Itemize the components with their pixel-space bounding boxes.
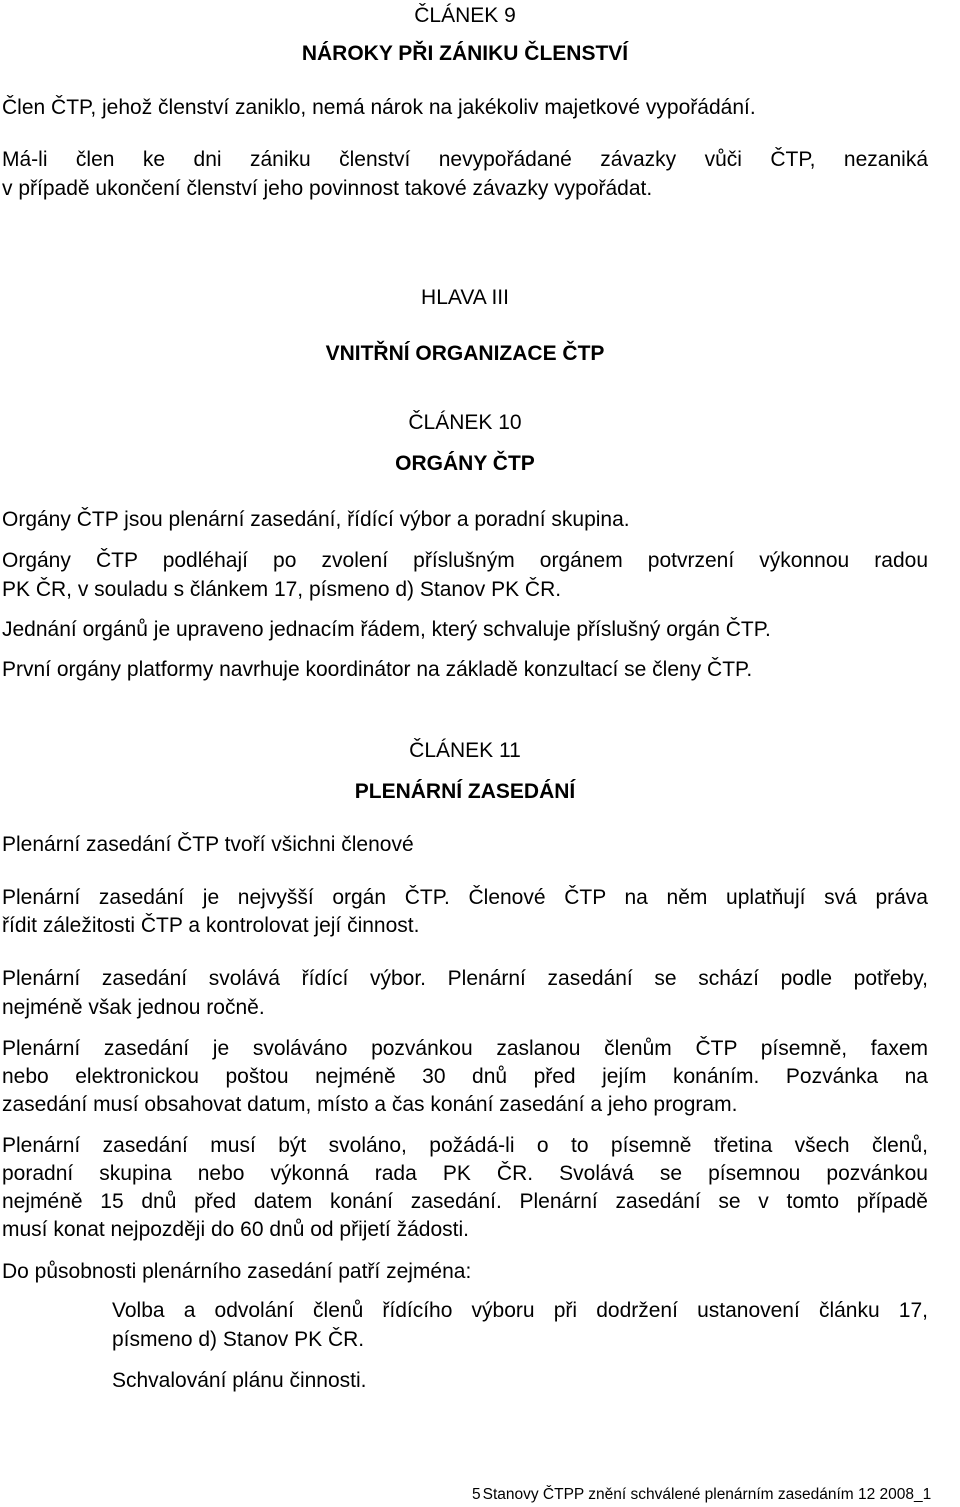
paragraph-line: nebo elektronickou poštou nejméně 30 dnů před jejím konáním. Pozvánka na [2,1065,928,1088]
paragraph-line: Orgány ČTP jsou plenární zasedání, řídící výbor a poradní skupina. [2,508,630,531]
paragraph-line: poradní skupina nebo výkonná rada PK ČR. Svolává se písemnou pozvánkou [2,1162,928,1185]
article-10-title: ORGÁNY ČTP [395,452,535,475]
part-3-title: VNITŘNÍ ORGANIZACE ČTP [325,342,605,365]
part-3-heading: HLAVA III [421,286,509,309]
page-footer [472,1485,960,1505]
article-9-title: NÁROKY PŘI ZÁNIKU ČLENSTVÍ [301,42,629,65]
article-11-heading: ČLÁNEK 11 [409,739,521,762]
paragraph-line: Jednání orgánů je upraveno jednacím řádem, který schvaluje příslušný orgán ČTP. [2,618,771,641]
paragraph-line: Plenární zasedání svolává řídící výbor. Plenární zasedání se schází podle potřeby, [2,967,928,990]
paragraph-line: zasedání musí obsahovat datum, místo a čas konání zasedání a jeho program. [2,1093,738,1116]
paragraph-line: nejméně 15 dnů před datem konání zasedání. Plenární zasedání se v tomto případě [2,1190,928,1213]
paragraph-line: v případě ukončení členství jeho povinnost takové závazky vypořádat. [2,177,653,200]
paragraph-line: Orgány ČTP podléhají po zvolení příslušným orgánem potvrzení výkonnou radou [2,549,928,572]
footer-text: Stanovy ČTPP znění schválené plenárním zasedáním 12 2008_1 [482,1486,932,1503]
paragraph-line: nejméně však jednou ročně. [2,996,265,1019]
paragraph-line: Plenární zasedání je svoláváno pozvánkou zaslanou členům ČTP písemně, faxem [2,1037,928,1060]
list-item-line: Volba a odvolání členů řídícího výboru při dodržení ustanovení článku 17, [112,1299,928,1322]
paragraph-line: Plenární zasedání musí být svoláno, požádá-li o to písemně třetina všech členů, [2,1134,928,1157]
paragraph-line: řídit záležitosti ČTP a kontrolovat její činnost. [2,914,420,937]
paragraph-line: Plenární zasedání ČTP tvoří všichni členové [2,833,414,856]
list-item-line: Schvalování plánu činnosti. [112,1369,367,1392]
paragraph-line: Plenární zasedání je nejvyšší orgán ČTP. Členové ČTP na něm uplatňují svá práva [2,886,928,909]
list-item-line: písmeno d) Stanov PK ČR. [112,1328,365,1351]
paragraph-line: musí konat nejpozději do 60 dnů od přijetí žádosti. [2,1218,469,1241]
page-number: 5 [472,1486,481,1503]
paragraph-line: PK ČR, v souladu s článkem 17, písmeno d) Stanov PK ČR. [2,578,562,601]
article-9-heading: ČLÁNEK 9 [414,4,516,27]
paragraph-line: Člen ČTP, jehož členství zaniklo, nemá nárok na jakékoliv majetkové vypořádání. [2,96,756,119]
paragraph-line: Má-li člen ke dni zániku členství nevypořádané závazky vůči ČTP, nezaniká [2,148,928,171]
article-11-title: PLENÁRNÍ ZASEDÁNÍ [354,780,576,803]
paragraph-line: Do působnosti plenárního zasedání patří zejména: [2,1260,472,1283]
paragraph-line: První orgány platformy navrhuje koordinátor na základě konzultací se členy ČTP. [2,658,753,681]
article-10-heading: ČLÁNEK 10 [408,411,522,434]
